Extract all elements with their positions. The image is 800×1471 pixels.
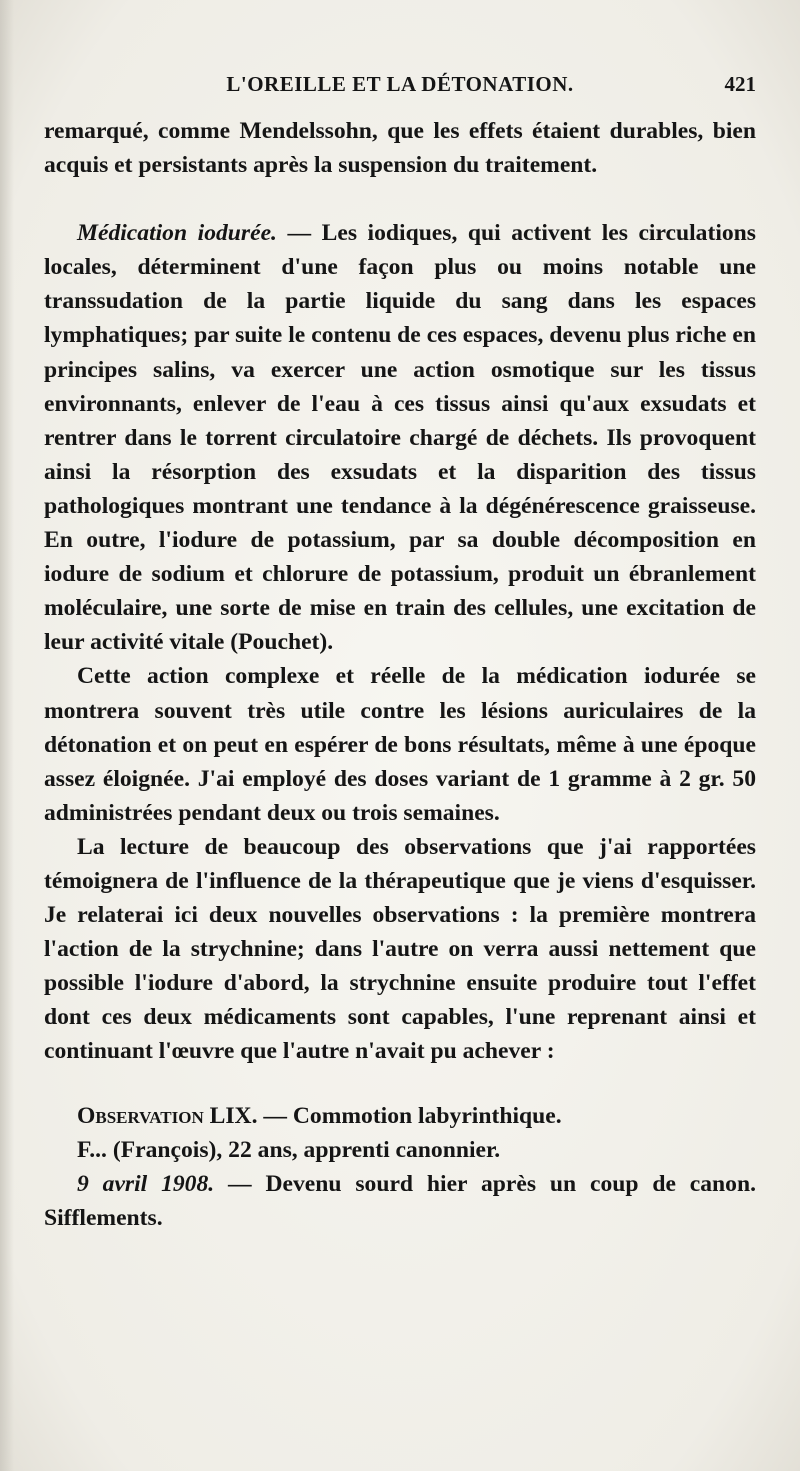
observation-title: — Commotion labyrinthique. [263, 1102, 562, 1129]
observation-number: LIX. [209, 1102, 258, 1129]
paragraph-continuation: remarqué, comme Mendelssohn, que les effets étaient durables, bien acquis et persistants après la suspension du traitement. [44, 118, 756, 179]
paragraph-body: Les iodiques, qui activent les circulations locales, déterminent d'une façon plus ou moins notable une transsudation de la partie liquide du sang dans les espaces lymphatiques; par suite le contenu de ces espaces, devenu plus riche en principes salins, va exercer une action osmotique sur les tissus environnants, enlever de l'eau à ces tissus ainsi qu'aux exsudats et rentrer dans le torrent circulatoire chargé de déchets. Ils provoquent ainsi la résorption des exsudats et la disparition des tissus pathologiques montrant une tendance à la dégénérescence graisseuse. En outre, l'iodure de potassium, par sa double décomposition en iodure de sodium et chlorure de potassium, produit un ébranlement moléculaire, une sorte de mise en train des cellules, une excitation de leur activité vitale (Pouchet). [44, 220, 756, 656]
observation-heading [44, 1099, 756, 1133]
page-number: 421 [724, 72, 756, 96]
paragraph-medication-iodee [44, 216, 756, 659]
observation-patient: F... (François), 22 ans, apprenti canonnier. [77, 1136, 501, 1163]
em-dash: — [276, 220, 322, 247]
page-edge-shadow [0, 0, 14, 1471]
paragraph-lecture: La lecture de beaucoup des observations que j'ai rapportées témoignera de l'influence de la thérapeutique que je viens d'esquisser. Je relaterai ici deux nouvelles observations : la première montrera l'action de la strychnine; dans l'autre on verra aussi nettement que possible l'iodure d'abord, la strychnine ensuite produire tout l'effet dont ces deux médicaments sont capables, l'une reprenant ainsi et continuant l'œuvre que l'autre n'avait pu achever : [44, 833, 756, 1065]
observation-label: Observation [77, 1102, 204, 1129]
observation-entry-text: — Devenu sourd hier après un coup de canon. Sifflements. [44, 1170, 756, 1231]
paragraph-action-complexe: Cette action complexe et réelle de la médication iodurée se montrera souvent très utile contre les lésions auriculaires de la détonation et on peut en espérer de bons résultats, même à une époque assez éloignée. J'ai employé des doses variant de 1 gramme à 2 gr. 50 administrées pendant deux ou trois semaines. [44, 663, 756, 826]
observation-entry [44, 1167, 756, 1235]
section-lead-title: Médication iodurée. [77, 220, 277, 247]
page-body [44, 114, 756, 1235]
running-title: L'OREILLE ET LA DÉTONATION. [226, 72, 574, 96]
observation-date: 9 avril 1908. [77, 1170, 215, 1197]
page-header [44, 72, 756, 102]
